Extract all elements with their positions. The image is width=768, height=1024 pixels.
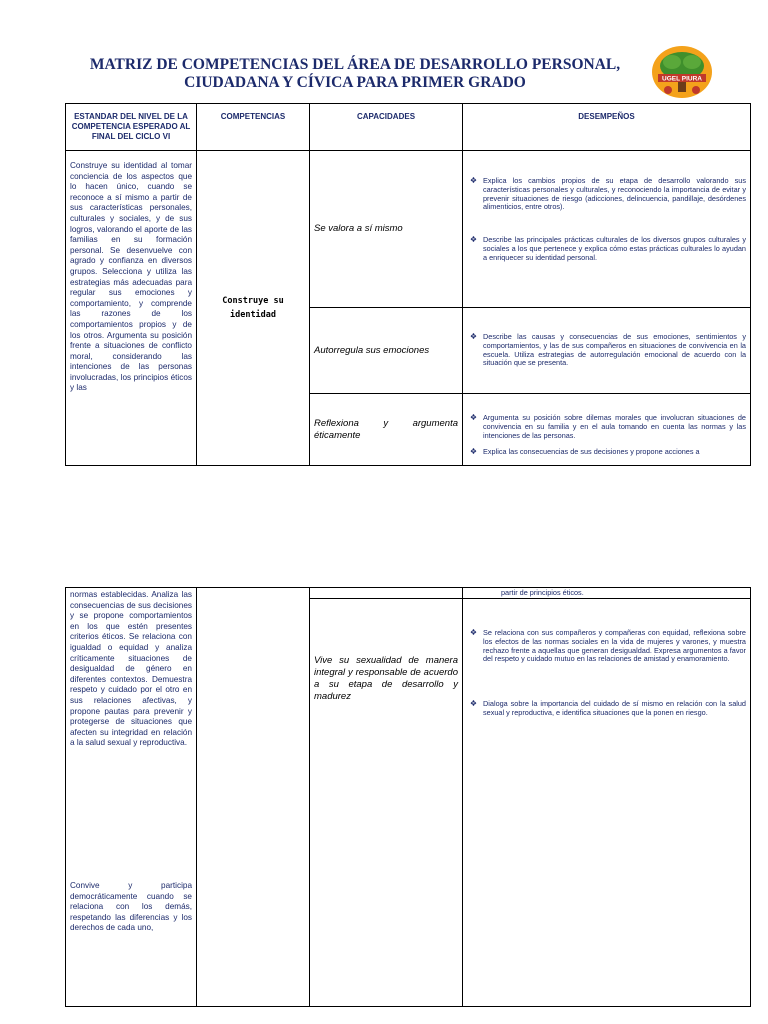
- diamond-bullet-icon: ❖: [469, 447, 477, 457]
- competencias-table-page-2: [65, 587, 751, 1007]
- capacidad-cell: Autorregula sus emociones: [310, 308, 463, 394]
- estandar-cell: Construye su identidad al tomar conciencia de los aspectos que lo hacen único, cuando se reconoce a sí mismo a partir de sus características personales, culturales y sociales, y de sus logros, valorando el aporte de las familias en su formación personal. Se desenvuelve con agrado y confianza en diversos grupos. Selecciona y utiliza las estrategias más adecuadas para regular sus emociones y comportamiento, y comprende las razones de los comportamientos propios y de los otros. Argumenta su posición frente a situaciones de conflicto moral, considerando las intenciones de las personas involucradas, los principios éticos y las: [66, 151, 197, 466]
- estandar-cell: [66, 588, 197, 1007]
- capacidad-cell: Se valora a sí mismo: [310, 151, 463, 308]
- tree-logo-icon: [650, 44, 714, 100]
- capacidad-cell: [310, 588, 463, 599]
- desempenos-cell: [463, 394, 751, 466]
- diamond-bullet-icon: ❖: [469, 176, 477, 185]
- competencia-cell: Construye su identidad: [197, 151, 310, 466]
- estandar-text: Convive y participa democráticamente cuando se relaciona con los demás, respetando las diferencias y los derechos de cada uno,: [70, 880, 192, 933]
- header-desempenos: DESEMPEÑOS: [463, 104, 751, 151]
- desempenos-cell: [463, 151, 751, 308]
- diamond-bullet-icon: ❖: [469, 331, 477, 341]
- list-item: ❖ Dialoga sobre la importancia del cuidado de sí mismo en relación con la salud sexual y reproductiva, e identifica situaciones que la ponen en riesgo.: [465, 700, 746, 718]
- estandar-text: normas establecidas. Analiza las consecuencias de sus decisiones y se propone comportamientos en los que estén presentes criterios éticos. Se relaciona con igualdad o equidad y analiza críticamente situaciones de desigualdad de género en diferentes contextos. Demuestra respeto y cuidado por el otro en sus relaciones afectivas, y propone pautas para prevenir y protegerse de situaciones que afecten su integridad en relación a la salud sexual y reproductiva.: [70, 590, 192, 748]
- header-capacidades: CAPACIDADES: [310, 104, 463, 151]
- list-item: ❖ Explica los cambios propios de su etapa de desarrollo valorando sus características personales y culturales, y reconociendo la importancia de evitar y prevenir situaciones de riesgo (adicciones, delincuencia, pandillaje, desórdenes alimenticios, entre otros).: [465, 177, 746, 212]
- diamond-bullet-icon: ❖: [469, 413, 477, 422]
- capacidad-cell: Vive su sexualidad de manera integral y responsable de acuerdo a su etapa de desarrollo y madurez: [310, 599, 463, 1007]
- logo-text: UGEL PIURA: [662, 75, 702, 83]
- page-title: [70, 56, 640, 92]
- title-line-2: CIUDADANA Y CÍVICA PARA PRIMER GRADO: [184, 74, 526, 91]
- list-item: ❖ Se relaciona con sus compañeros y compañeras con equidad, reflexiona sobre los efectos de las normas sociales en la vida de mujeres y varones, y muestra rechazo frente a aquellas que generan desigualdad. Expresa argumentos a favor del respeto y cuidado mutuo en las relaciones de amistad y enamoramiento.: [465, 629, 746, 664]
- list-item: ❖ Argumenta su posición sobre dilemas morales que involucran situaciones de convivencia en su familia y en el aula tomando en cuenta las normas y las intenciones de las personas.: [465, 414, 746, 440]
- table-header-row: [66, 104, 751, 151]
- desempenos-cell: [463, 308, 751, 394]
- list-item: ❖ Describe las principales prácticas culturales de los diversos grupos culturales y sociales a los que pertenece y explica cómo estas prácticas culturales lo ayudan a enriquecer su identidad personal.: [465, 236, 746, 262]
- desempenos-cell: [463, 599, 751, 1007]
- title-line-1: MATRIZ DE COMPETENCIAS DEL ÁREA DE DESARROLLO PERSONAL,: [89, 56, 621, 73]
- competencia-cell: [197, 588, 310, 1007]
- list-item: ❖ Describe las causas y consecuencias de sus emociones, sentimientos y comportamientos, y las de sus compañeros en situaciones de convivencia en la escuela. Utiliza estrategias de autorregulación emocional de acuerdo con la situación que se presenta.: [465, 333, 746, 368]
- diamond-bullet-icon: ❖: [469, 235, 477, 245]
- table-row: [66, 151, 751, 308]
- competencias-table-page-1: [65, 103, 751, 466]
- capacidad-cell: Reflexiona y argumenta éticamente: [310, 394, 463, 466]
- diamond-bullet-icon: ❖: [469, 628, 477, 637]
- header-estandar: ESTANDAR DEL NIVEL DE LA COMPETENCIA ESPERADO AL FINAL DEL CICLO VI: [66, 104, 197, 151]
- header-competencias: COMPETENCIAS: [197, 104, 310, 151]
- continuation-cell: partir de principios éticos.: [463, 588, 751, 599]
- list-item: ❖ Explica las consecuencias de sus decisiones y propone acciones a: [465, 448, 746, 457]
- diamond-bullet-icon: ❖: [469, 699, 477, 709]
- table-row: [66, 588, 751, 599]
